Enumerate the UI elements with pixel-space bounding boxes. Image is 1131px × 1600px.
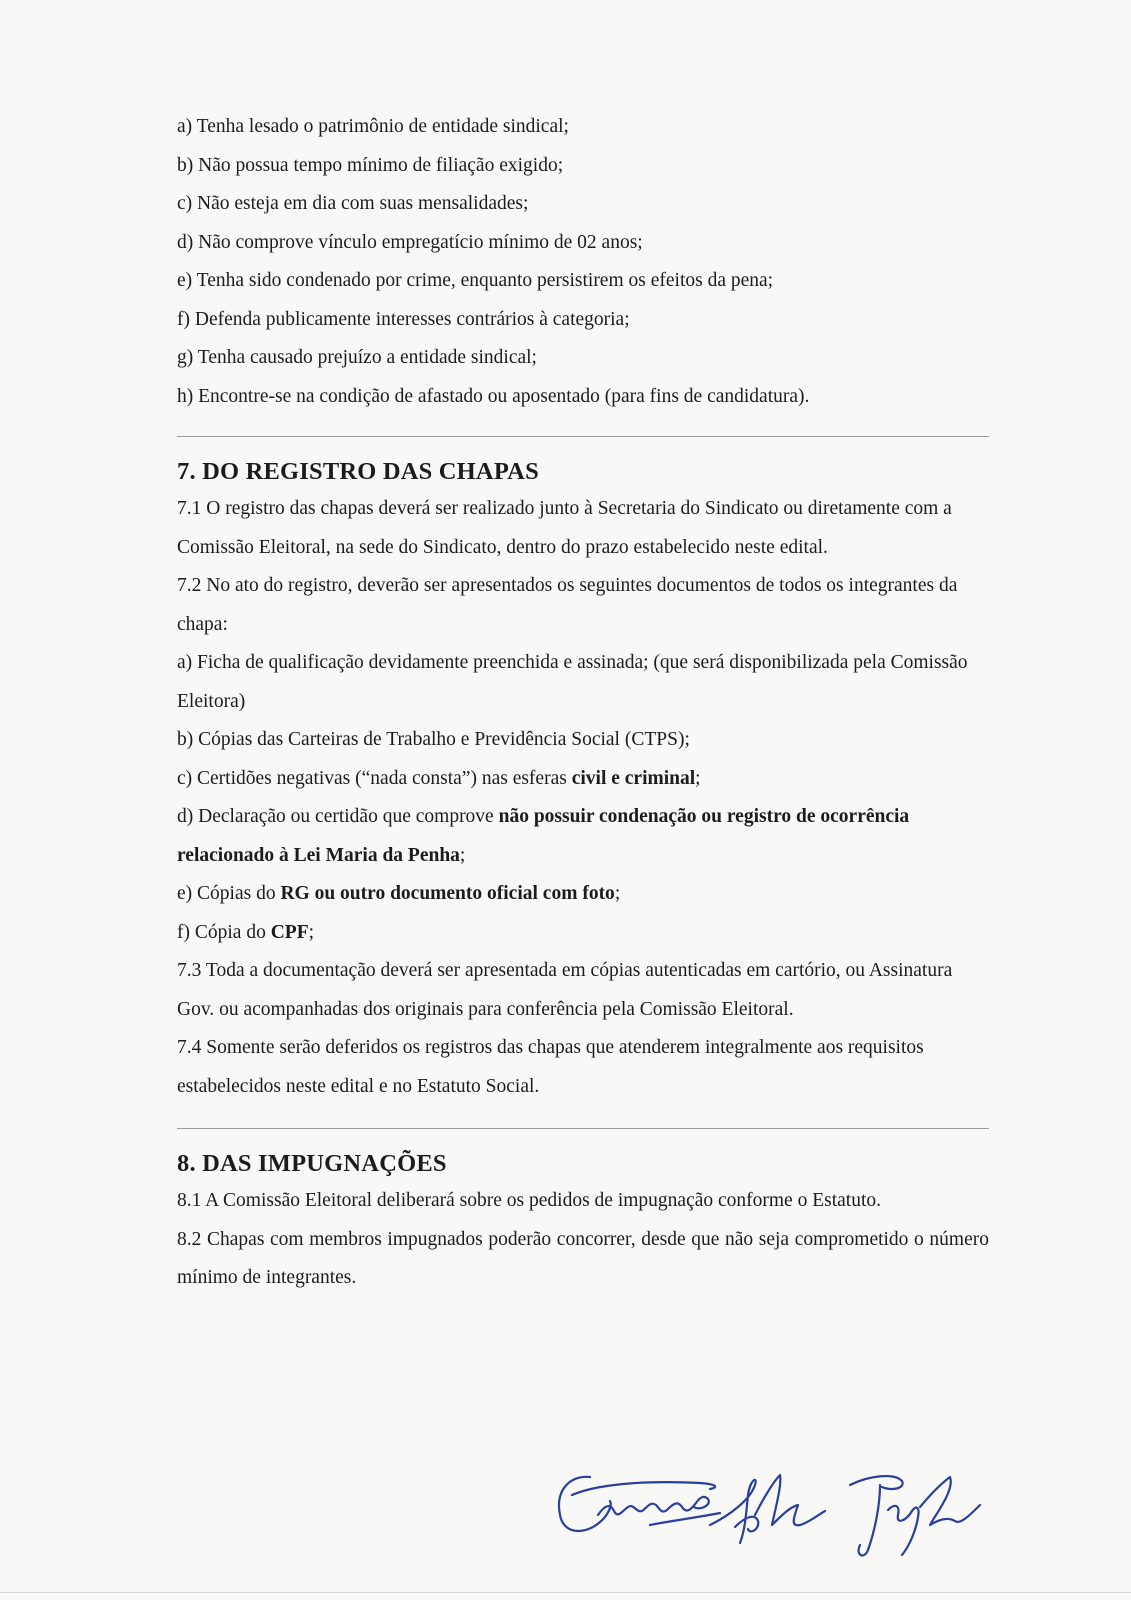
item-d-punct: ;: [459, 844, 466, 866]
document-body: [177, 108, 989, 1298]
list-item: g) Tenha causado prejuízo a entidade sindical;: [177, 347, 537, 368]
ineligibility-list: [177, 108, 989, 416]
item-c-text: c) Certidões negativas (“nada consta”) nas esferas: [177, 767, 572, 789]
item-d-bold-text: não possuir condenação ou registro de ocorrência relacionado à Lei Maria da Penha: [177, 806, 910, 866]
paragraph-8-1: 8.1 A Comissão Eleitoral deliberará sobre os pedidos de impugnação conforme o Estatuto.: [177, 1190, 881, 1211]
paragraph-8-2: 8.2 Chapas com membros impugnados poderão concorrer, desde que não seja comprometido o número mínimo de integrantes.: [177, 1228, 989, 1288]
paragraph-7-1: 7.1 O registro das chapas deverá ser realizado junto à Secretaria do Sindicato ou diretamente com a Comissão Eleitoral, na sede do Sindicato, dentro do prazo estabelecido neste edital.: [177, 498, 952, 558]
list-item: e) Tenha sido condenado por crime, enquanto persistirem os efeitos da pena;: [177, 270, 774, 291]
item-f-bold-text: CPF: [270, 921, 309, 943]
signatures-image: [550, 1455, 1000, 1575]
paragraph-7-4: 7.4 Somente serão deferidos os registros das chapas que atenderem integralmente aos requisitos estabelecidos neste edital e no Estatuto Social.: [177, 1037, 924, 1097]
paragraph-7-3: 7.3 Toda a documentação deverá ser apresentada em cópias autenticadas em cartório, ou Assinatura Gov. ou acompanhadas dos originais para conferência pela Comissão Eleitoral.: [177, 960, 953, 1020]
section-8-heading: 8. DAS IMPUGNAÇÕES: [177, 1150, 447, 1177]
document-item-d: [177, 798, 989, 875]
paragraph-7-2: 7.2 No ato do registro, deverão ser apresentados os seguintes documentos de todos os integrantes da chapa:: [177, 575, 958, 635]
list-item: b) Não possua tempo mínimo de filiação exigido;: [177, 154, 564, 176]
document-item-f: [177, 914, 989, 953]
list-item: a) Tenha lesado o patrimônio de entidade sindical;: [177, 116, 569, 137]
document-item-e: [177, 875, 989, 914]
item-f-text: f) Cópia do: [177, 921, 271, 943]
item-e-punct: ;: [614, 883, 621, 904]
document-item-a: a) Ficha de qualificação devidamente preenchida e assinada; (que será disponibilizada pela Comissão Eleitora): [177, 652, 968, 712]
document-item-b: b) Cópias das Carteiras de Trabalho e Previdência Social (CTPS);: [177, 729, 690, 750]
item-c-bold-text: civil e criminal: [571, 767, 696, 789]
item-e-bold-text: RG ou outro documento oficial com foto: [280, 883, 615, 904]
list-item: d) Não comprove vínculo empregatício mínimo de 02 anos;: [177, 231, 643, 253]
signature-3: [850, 1476, 980, 1555]
item-d-text: d) Declaração ou certidão que comprove: [177, 806, 499, 827]
document-item-c: [177, 760, 989, 799]
list-item: c) Não esteja em dia com suas mensalidades;: [177, 193, 529, 214]
item-e-text: e) Cópias do: [177, 883, 281, 904]
list-item: h) Encontre-se na condição de afastado ou aposentado (para fins de candidatura).: [177, 385, 810, 407]
page-edge-line: [0, 1592, 1131, 1593]
item-c-punct: ;: [695, 767, 701, 789]
signature-2: [710, 1475, 825, 1543]
signature-1: [559, 1477, 720, 1531]
section-7-heading: 7. DO REGISTRO DAS CHAPAS: [177, 458, 539, 485]
list-item: f) Defenda publicamente interesses contrários à categoria;: [177, 308, 630, 330]
item-f-punct: ;: [308, 921, 315, 943]
